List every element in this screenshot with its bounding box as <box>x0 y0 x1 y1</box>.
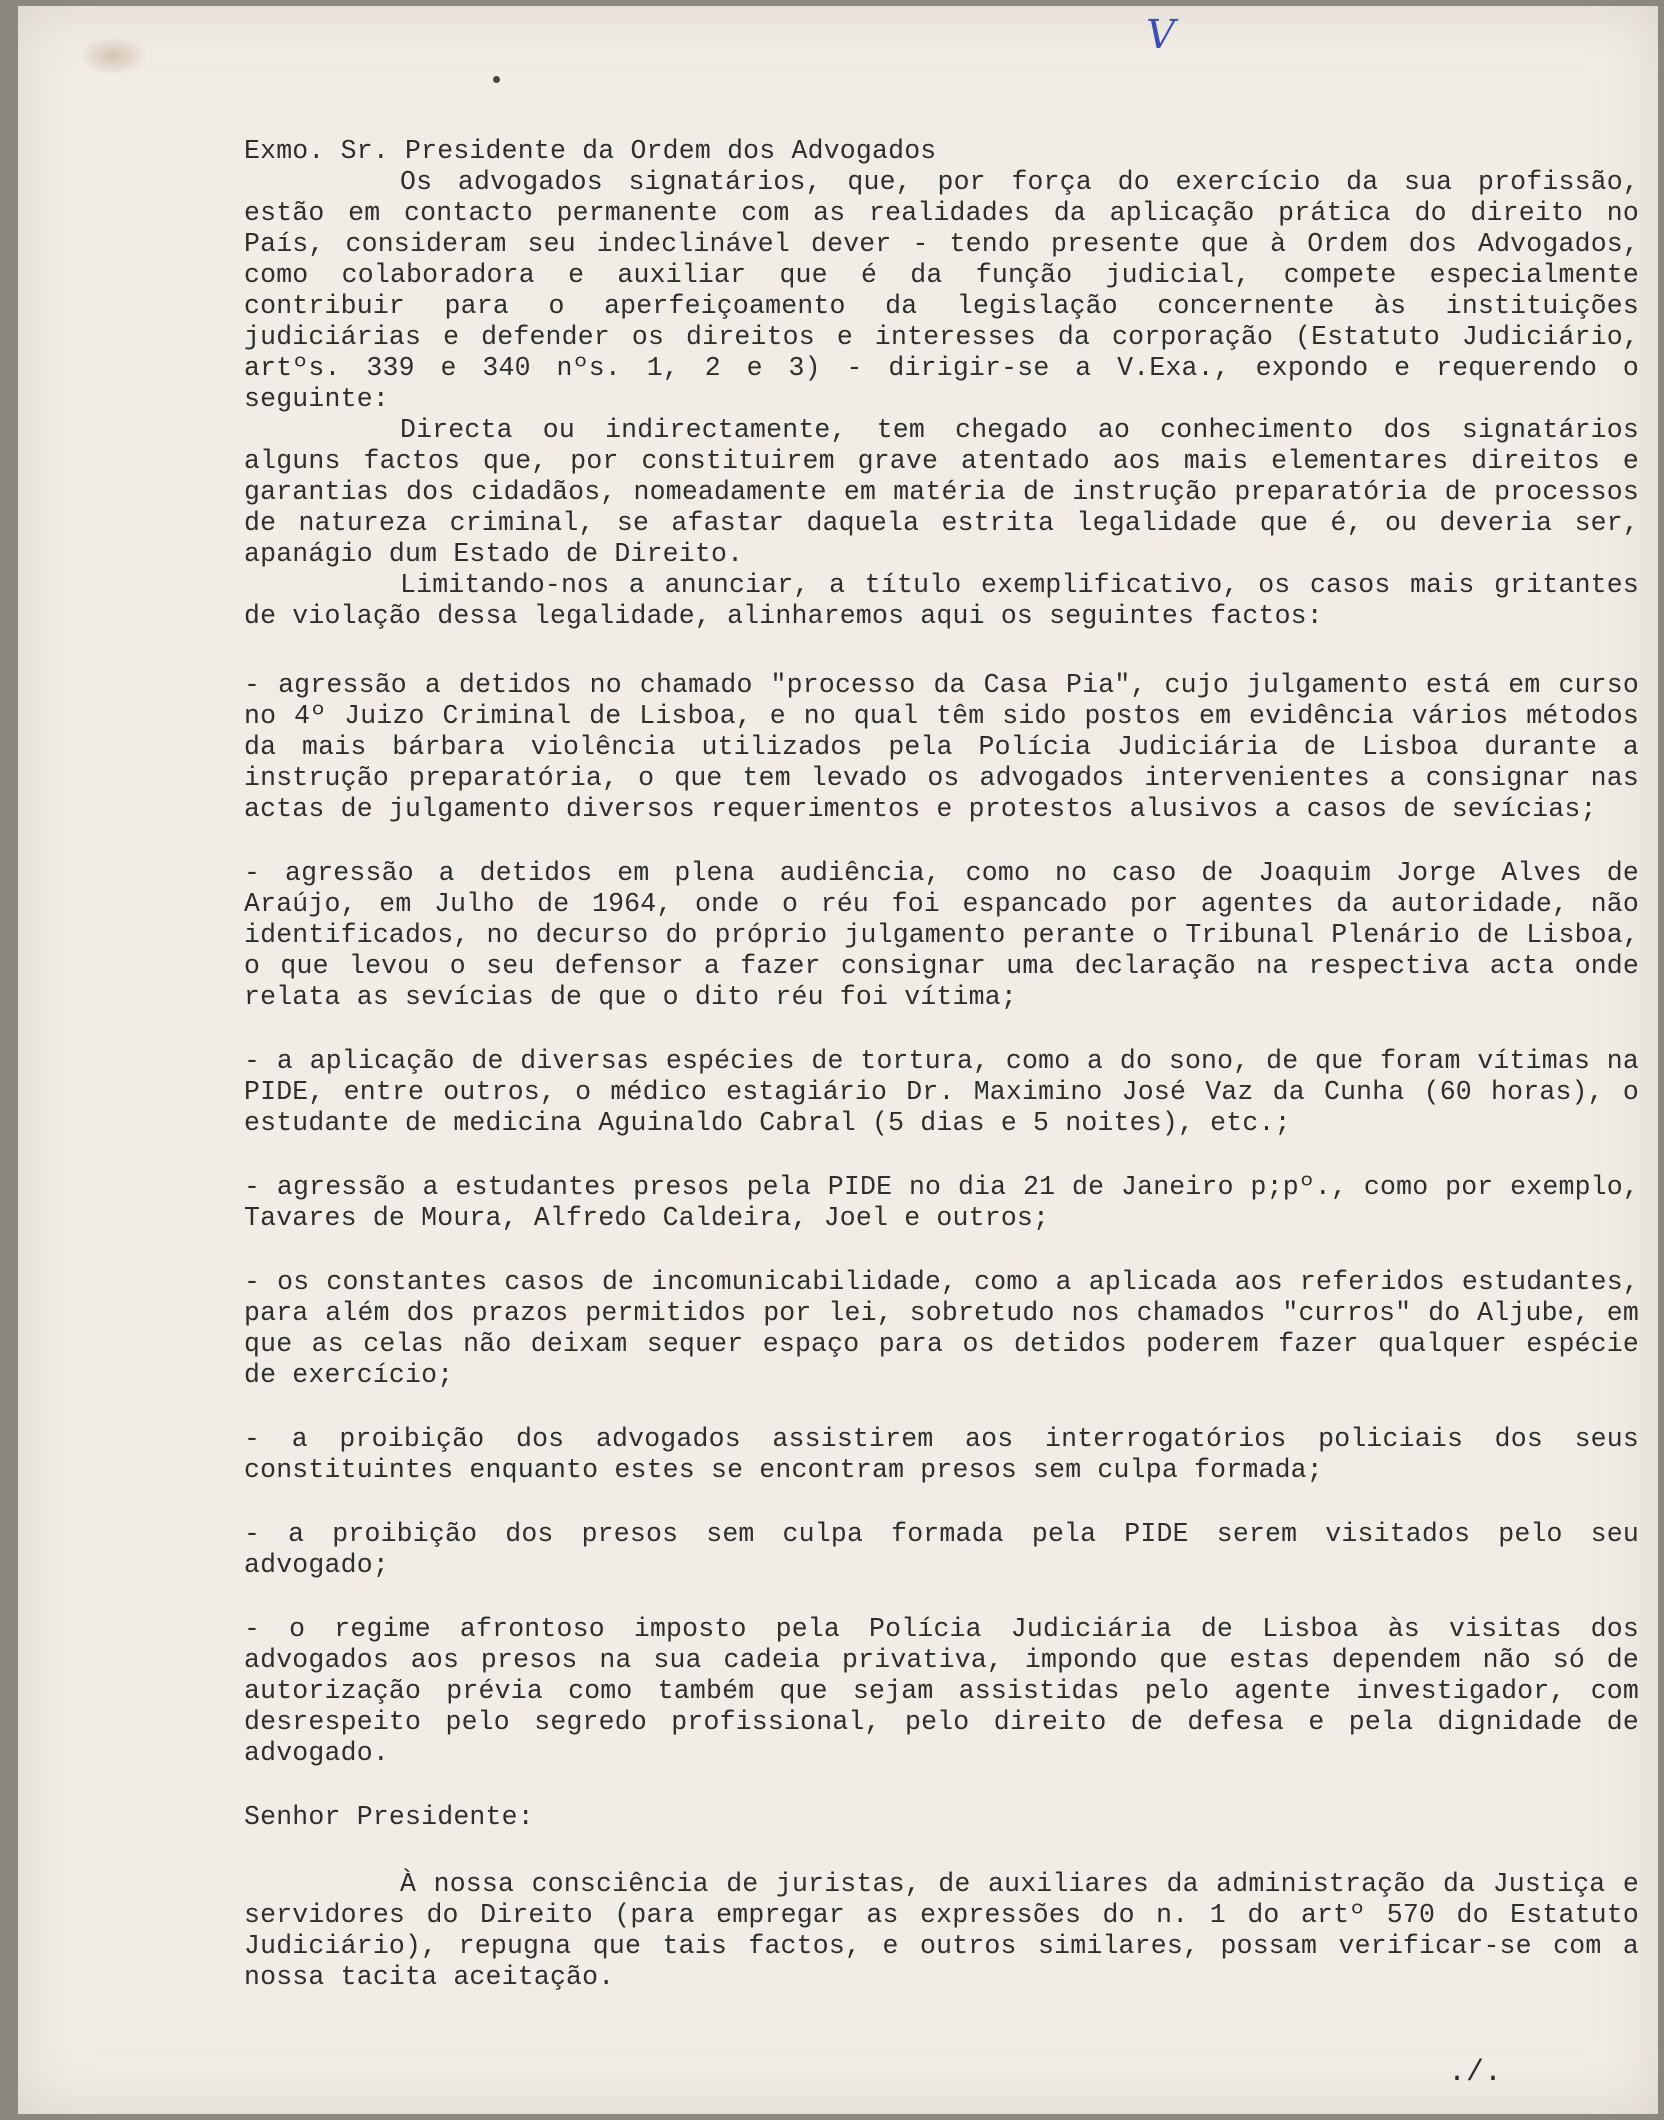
paragraph-facts-list-intro: Limitando-nos a anunciar, a título exemplificativo, os casos mais gritantes de violação dessa legalidade, alinharemos aqui os seguintes factos: <box>244 570 1639 631</box>
handwritten-check-mark: V <box>1141 12 1179 58</box>
salutation: Senhor Presidente: <box>244 1802 534 1832</box>
letter-title: Exmo. Sr. Presidente da Ordem dos Advogados <box>244 136 937 166</box>
list-item: - a proibição dos advogados assistirem aos interrogatórios policiais dos seus constituintes enquanto estes se encontram presos sem culpa formada; <box>244 1424 1639 1485</box>
list-item: - a proibição dos presos sem culpa formada pela PIDE serem visitados pelo seu advogado; <box>244 1519 1639 1580</box>
list-item: - o regime afrontoso imposto pela Polícia Judiciária de Lisboa às visitas dos advogados aos presos na sua cadeia privativa, impondo que estas dependem não só de autorização prévia como também que sejam assistidas pelo agente investigador, com desrespeito pelo segredo profissional, pelo direito de defesa e pela dignidade de advogado. <box>244 1614 1639 1768</box>
continuation-mark: ./. <box>1448 2056 1503 2090</box>
ink-dot <box>493 76 500 83</box>
intro-paragraph: Os advogados signatários, que, por força do exercício da sua profissão, estão em contacto permanente com as realidades da aplicação prática do direito no País, consideram seu indeclinável dever - tendo presente que à Ordem dos Advogados, como colaboradora e auxiliar que é da função judicial, compete especialmente contribuir para o aperfeiçoamento da legislação concernente às instituições judiciárias e defender os direitos e interesses da corporação (Estatuto Judiciário, artºs. 339 e 340 nºs. 1, 2 e 3) - dirigir-se a V.Exa., expondo e requerendo o seguinte: <box>244 167 1639 414</box>
paper-tear-mark <box>78 36 148 76</box>
list-item: - agressão a detidos no chamado "processo da Casa Pia", cujo julgamento está em curso no 4º Juizo Criminal de Lisboa, e no qual têm sido postos em evidência vários métodos da mais bárbara violência utilizados pela Polícia Judiciária de Lisboa durante a instrução preparatória, o que tem levado os advogados intervenientes a consignar nas actas de julgamento diversos requerimentos e protestos alusivos a casos de sevícias; <box>244 670 1639 824</box>
closing-paragraph: À nossa consciência de juristas, de auxiliares da administração da Justiça e servidores do Direito (para empregar as expressões do n. 1 do artº 570 do Estatuto Judiciário), repugna que tais factos, e outros similares, possam verificar-se com a nossa tacita aceitação. <box>244 1869 1639 1992</box>
paragraph-facts-known: Directa ou indirectamente, tem chegado ao conhecimento dos signatários alguns factos que, por constituirem grave atentado aos mais elementares direitos e garantias dos cidadãos, nomeadamente em matéria de instrução preparatória de processos de natureza criminal, se afastar daquela estrita legalidade que é, ou deveria ser, apanágio dum Estado de Direito. <box>244 415 1639 569</box>
letter-body <box>244 136 1639 1993</box>
list-item: - a aplicação de diversas espécies de tortura, como a do sono, de que foram vítimas na PIDE, entre outros, o médico estagiário Dr. Maximino José Vaz da Cunha (60 horas), o estudante de medicina Aguinaldo Cabral (5 dias e 5 noites), etc.; <box>244 1046 1639 1138</box>
list-item: - agressão a detidos em plena audiência, como no caso de Joaquim Jorge Alves de Araújo, em Julho de 1964, onde o réu foi espancado por agentes da autoridade, não identificados, no decurso do próprio julgamento perante o Tribunal Plenário de Lisboa, o que levou o seu defensor a fazer consignar uma declaração na respectiva acta onde relata as sevícias de que o dito réu foi vítima; <box>244 858 1639 1012</box>
document-page <box>18 6 1658 2114</box>
list-item: - os constantes casos de incomunicabilidade, como a aplicada aos referidos estudantes, para além dos prazos permitidos por lei, sobretudo nos chamados "curros" do Aljube, em que as celas não deixam sequer espaço para os detidos poderem fazer qualquer espécie de exercício; <box>244 1267 1639 1390</box>
list-item: - agressão a estudantes presos pela PIDE no dia 21 de Janeiro p;pº., como por exemplo, Tavares de Moura, Alfredo Caldeira, Joel e outros; <box>244 1172 1639 1233</box>
facts-list <box>244 670 1639 1769</box>
spacer <box>244 632 1639 670</box>
